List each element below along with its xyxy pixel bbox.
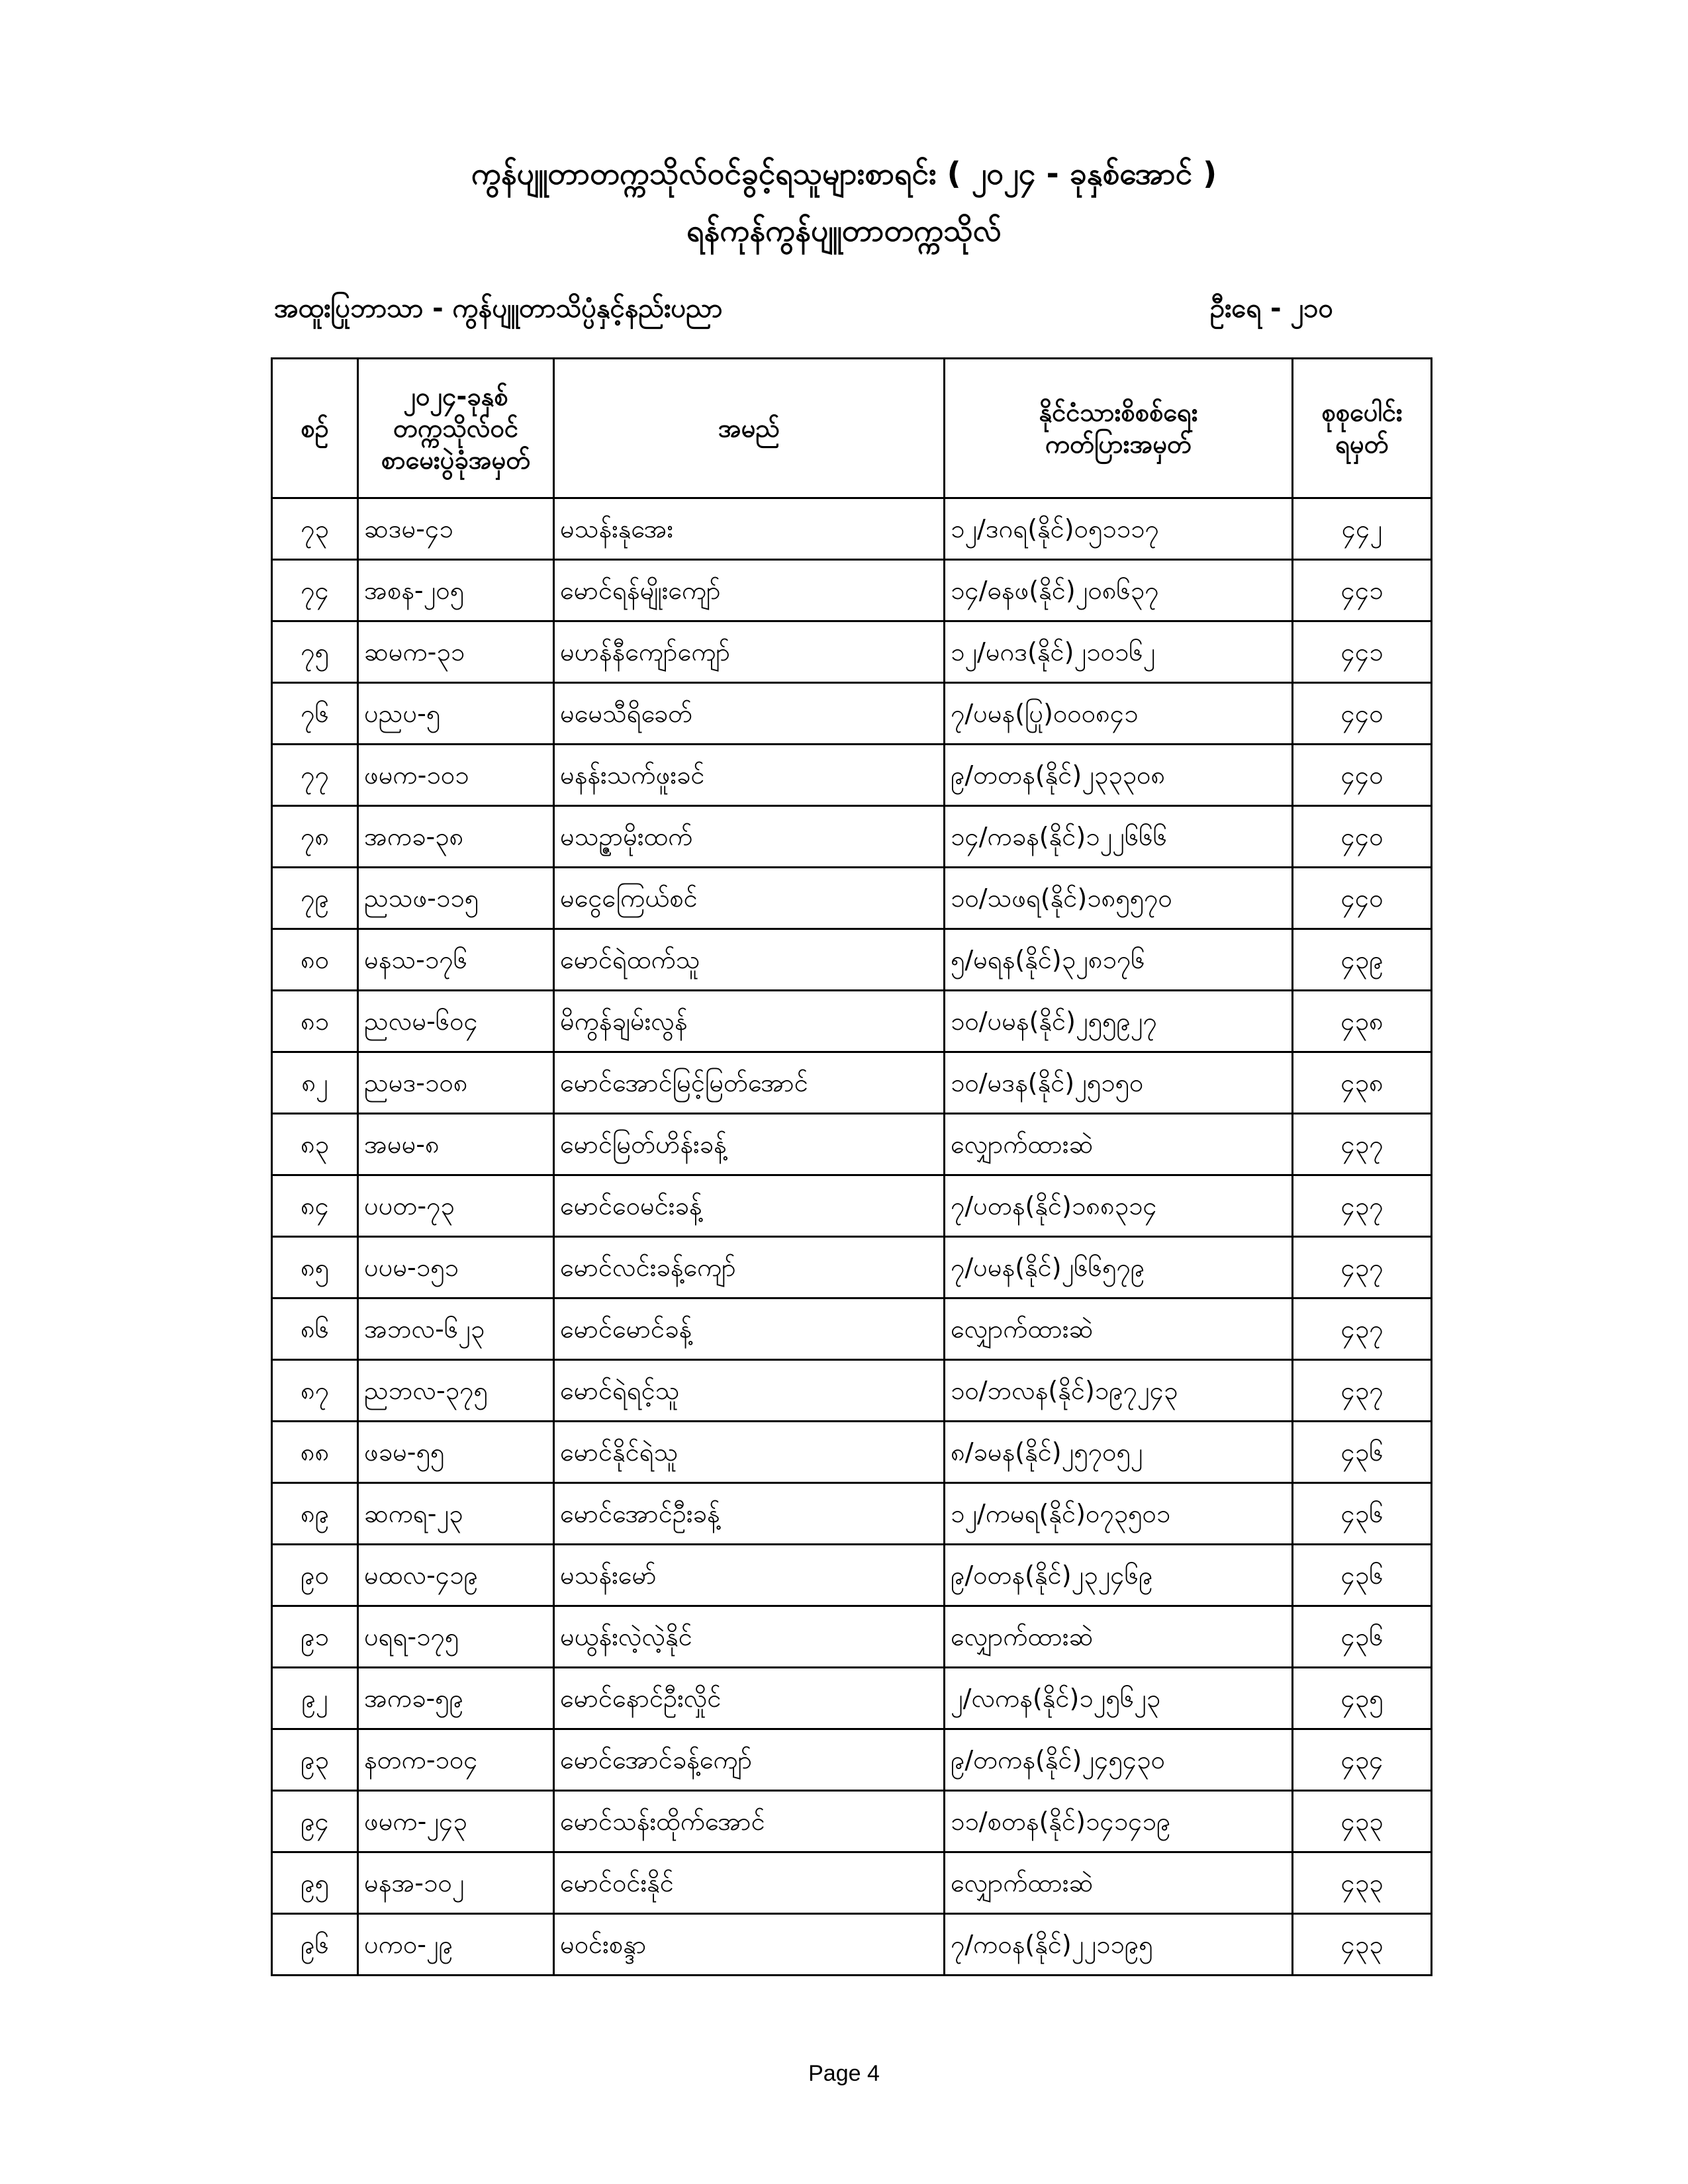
cell-serial-no: ၈၅ (272, 1237, 358, 1298)
cell-nrc: ၈/ခမန(နိုင်)၂၅၇၀၅၂ (945, 1422, 1293, 1483)
cell-name: မသန်းနုအေး (554, 498, 945, 560)
cell-nrc: ၉/တကန(နိုင်)၂၄၅၄၃၀ (945, 1729, 1293, 1791)
cell-exam-roll: ဆမက-၃၁ (358, 621, 554, 683)
table-row (272, 868, 1432, 929)
cell-total-marks: ၄၄၁ (1293, 560, 1432, 621)
cell-total-marks: ၄၃၇ (1293, 1298, 1432, 1360)
table-row (272, 1545, 1432, 1606)
header-serial-no: စဉ် (272, 359, 358, 498)
cell-serial-no: ၉၆ (272, 1914, 358, 1976)
table-row (272, 1052, 1432, 1114)
table-row (272, 621, 1432, 683)
cell-exam-roll: မထလ-၄၁၉ (358, 1545, 554, 1606)
cell-name: မဟန်နီကျော်ကျော် (554, 621, 945, 683)
cell-name: မသဥ္ဇာမိုးထက် (554, 806, 945, 868)
cell-name: မောင်သန်းထိုက်အောင် (554, 1791, 945, 1852)
cell-total-marks: ၄၃၅ (1293, 1668, 1432, 1729)
cell-nrc: ၁၂/ဒဂရ(နိုင်)၀၅၁၁၁၇ (945, 498, 1293, 560)
cell-nrc: လျှောက်ထားဆဲ (945, 1298, 1293, 1360)
cell-name: မိကွန်ချမ်းလွန် (554, 991, 945, 1052)
cell-name: မောင်အောင်ခန့်ကျော် (554, 1729, 945, 1791)
intake-count-label: ဦးရေ - ၂၁၀ (1210, 293, 1334, 324)
cell-total-marks: ၄၄၂ (1293, 498, 1432, 560)
cell-total-marks: ၄၃၈ (1293, 991, 1432, 1052)
table-row (272, 1791, 1432, 1852)
cell-name: မောင်အောင်မြင့်မြတ်အောင် (554, 1052, 945, 1114)
table-row (272, 1175, 1432, 1237)
cell-total-marks: ၄၃၈ (1293, 1052, 1432, 1114)
cell-serial-no: ၈၂ (272, 1052, 358, 1114)
document-title: ကွန်ပျူတာတက္ကသိုလ်ဝင်ခွင့်ရသူများစာရင်း ( ၂၀၂၄ - ခုနှစ်အောင် ) (471, 156, 1217, 191)
cell-name: မောင်အောင်ဦးခန့် (554, 1483, 945, 1545)
cell-nrc: ၁၂/မဂဒ(နိုင်)၂၁၀၁၆၂ (945, 621, 1293, 683)
cell-total-marks: ၄၃၃ (1293, 1791, 1432, 1852)
cell-nrc: ၁၀/ဘလန(နိုင်)၁၉၇၂၄၃ (945, 1360, 1293, 1422)
cell-total-marks: ၄၃၆ (1293, 1483, 1432, 1545)
cell-total-marks: ၄၄၀ (1293, 745, 1432, 806)
cell-exam-roll: ပညပ-၅ (358, 683, 554, 745)
cell-name: မောင်ဝေမင်းခန့် (554, 1175, 945, 1237)
cell-serial-no: ၈၆ (272, 1298, 358, 1360)
cell-serial-no: ၇၆ (272, 683, 358, 745)
cell-serial-no: ၈၈ (272, 1422, 358, 1483)
cell-name: မောင်ဝင်းနိုင် (554, 1852, 945, 1914)
cell-total-marks: ၄၃၉ (1293, 929, 1432, 991)
cell-exam-roll: အကခ-၃၈ (358, 806, 554, 868)
header-total-marks-line: စုစုပေါင်း (1321, 398, 1403, 427)
cell-total-marks: ၄၃၃ (1293, 1914, 1432, 1976)
table-row (272, 991, 1432, 1052)
cell-nrc: ၁၀/ပမန(နိုင်)၂၅၅၉၂၇ (945, 991, 1293, 1052)
cell-exam-roll: ညဘလ-၃၇၅ (358, 1360, 554, 1422)
table-row (272, 1914, 1432, 1976)
table-row (272, 1422, 1432, 1483)
header-nrc-line: ကတ်ပြားအမှတ် (1045, 430, 1192, 459)
cell-total-marks: ၄၄၀ (1293, 806, 1432, 868)
cell-total-marks: ၄၃၆ (1293, 1545, 1432, 1606)
cell-serial-no: ၉၃ (272, 1729, 358, 1791)
cell-nrc: ၁၀/သဖရ(နိုင်)၁၈၅၅၇၀ (945, 868, 1293, 929)
header-exam-roll-line: စာမေးပွဲခုံအမှတ် (381, 445, 531, 475)
cell-nrc: ၉/ဝတန(နိုင်)၂၃၂၄၆၉ (945, 1545, 1293, 1606)
cell-nrc: လျှောက်ထားဆဲ (945, 1606, 1293, 1668)
admission-table (271, 357, 1432, 1976)
cell-total-marks: ၄၃၃ (1293, 1852, 1432, 1914)
cell-name: မယွန်းလဲ့လဲ့နိုင် (554, 1606, 945, 1668)
cell-nrc: ၁၁/စတန(နိုင်)၁၄၁၄၁၉ (945, 1791, 1293, 1852)
cell-exam-roll: ဆကရ-၂၃ (358, 1483, 554, 1545)
cell-name: မောင်ရဲထက်သူ (554, 929, 945, 991)
cell-serial-no: ၉၂ (272, 1668, 358, 1729)
cell-exam-roll: ဖမက-၁၀၁ (358, 745, 554, 806)
cell-serial-no: ၇၇ (272, 745, 358, 806)
table-row (272, 683, 1432, 745)
cell-serial-no: ၉၄ (272, 1791, 358, 1852)
cell-serial-no: ၉၁ (272, 1606, 358, 1668)
cell-serial-no: ၇၃ (272, 498, 358, 560)
header-exam-roll-line: တက္ကသိုလ်ဝင် (393, 414, 518, 443)
table-row (272, 745, 1432, 806)
cell-name: မောင်နိုင်ရဲသူ (554, 1422, 945, 1483)
cell-serial-no: ၉၅ (272, 1852, 358, 1914)
header-nrc (945, 359, 1293, 498)
cell-name: မောင်ရန်မျိုးကျော် (554, 560, 945, 621)
cell-serial-no: ၇၈ (272, 806, 358, 868)
cell-total-marks: ၄၄၀ (1293, 683, 1432, 745)
cell-name: မဝင်းစန္ဒာ (554, 1914, 945, 1976)
cell-serial-no: ၇၅ (272, 621, 358, 683)
cell-exam-roll: အဘလ-၆၂၃ (358, 1298, 554, 1360)
university-name: ရန်ကုန်ကွန်ပျူတာတက္ကသိုလ် (686, 212, 1002, 248)
cell-exam-roll: ပကဝ-၂၉ (358, 1914, 554, 1976)
cell-exam-roll: ဖခမ-၅၅ (358, 1422, 554, 1483)
cell-exam-roll: ဖမက-၂၄၃ (358, 1791, 554, 1852)
table-row (272, 1360, 1432, 1422)
cell-name: မောင်လင်းခန့်ကျော် (554, 1237, 945, 1298)
cell-name: မငွေကြေယ်စင် (554, 868, 945, 929)
table-header-row (272, 359, 1432, 498)
header-total-marks-line: ရမှတ် (1335, 430, 1389, 459)
cell-exam-roll: အစန-၂၀၅ (358, 560, 554, 621)
cell-serial-no: ၈၁ (272, 991, 358, 1052)
cell-nrc: လျှောက်ထားဆဲ (945, 1852, 1293, 1914)
cell-nrc: ၁၀/မဒန(နိုင်)၂၅၁၅၀ (945, 1052, 1293, 1114)
cell-nrc: ၁၂/ကမရ(နိုင်)၀၇၃၅၀၁ (945, 1483, 1293, 1545)
cell-total-marks: ၄၄၀ (1293, 868, 1432, 929)
cell-total-marks: ၄၃၇ (1293, 1237, 1432, 1298)
cell-nrc: ၁၄/ဓနဖ(နိုင်)၂၀၈၆၃၇ (945, 560, 1293, 621)
cell-serial-no: ၈၉ (272, 1483, 358, 1545)
table-row (272, 498, 1432, 560)
cell-exam-roll: ပပတ-၇၃ (358, 1175, 554, 1237)
cell-serial-no: ၈၇ (272, 1360, 358, 1422)
page-number: Page 4 (808, 2061, 880, 2086)
cell-nrc: ၂/လကန(နိုင်)၁၂၅၆၂၃ (945, 1668, 1293, 1729)
cell-exam-roll: ပပမ-၁၅၁ (358, 1237, 554, 1298)
cell-nrc: ၁၄/ကခန(နိုင်)၁၂၂၆၆၆ (945, 806, 1293, 868)
cell-nrc: လျှောက်ထားဆဲ (945, 1114, 1293, 1175)
cell-exam-roll: ညမဒ-၁၀၈ (358, 1052, 554, 1114)
cell-total-marks: ၄၃၇ (1293, 1360, 1432, 1422)
header-nrc-line: နိုင်ငံသားစိစစ်ရေး (1039, 398, 1198, 427)
cell-name: မောင်မြတ်ဟိန်းခန့် (554, 1114, 945, 1175)
table-row (272, 806, 1432, 868)
cell-serial-no: ၇၄ (272, 560, 358, 621)
cell-total-marks: ၄၃၄ (1293, 1729, 1432, 1791)
cell-total-marks: ၄၃၇ (1293, 1175, 1432, 1237)
table-row (272, 1668, 1432, 1729)
table-row (272, 1729, 1432, 1791)
cell-serial-no: ၈၄ (272, 1175, 358, 1237)
table-row (272, 1298, 1432, 1360)
table-row (272, 929, 1432, 991)
cell-nrc: ၇/ပမန(ပြု)၀၀၀၈၄၁ (945, 683, 1293, 745)
cell-name: မမေသီရိခေတ် (554, 683, 945, 745)
cell-name: မောင်မောင်ခန့် (554, 1298, 945, 1360)
table-row (272, 560, 1432, 621)
table-row (272, 1114, 1432, 1175)
cell-exam-roll: ညသဖ-၁၁၅ (358, 868, 554, 929)
cell-nrc: ၇/ပမန(နိုင်)၂၆၆၅၇၉ (945, 1237, 1293, 1298)
cell-total-marks: ၄၃၆ (1293, 1422, 1432, 1483)
cell-name: မောင်နောင်ဦးလှိုင် (554, 1668, 945, 1729)
cell-nrc: ၇/ကဝန(နိုင်)၂၂၁၁၉၅ (945, 1914, 1293, 1976)
cell-serial-no: ၇၉ (272, 868, 358, 929)
cell-exam-roll: မနအ-၁၀၂ (358, 1852, 554, 1914)
cell-nrc: ၅/မရန(နိုင်)၃၂၈၁၇၆ (945, 929, 1293, 991)
header-exam-roll-line: ၂၀၂၄-ခုနှစ် (403, 382, 508, 411)
cell-name: မောင်ရဲရင့်သူ (554, 1360, 945, 1422)
header-total-marks (1293, 359, 1432, 498)
table-row (272, 1852, 1432, 1914)
specialization-label: အထူးပြုဘာသာ - ကွန်ပျူတာသိပ္ပံနှင့်နည်းပညာ (274, 293, 723, 324)
cell-exam-roll: ညလမ-၆၀၄ (358, 991, 554, 1052)
cell-serial-no: ၉၀ (272, 1545, 358, 1606)
cell-name: မသန်းမော် (554, 1545, 945, 1606)
table-row (272, 1237, 1432, 1298)
header-exam-roll (358, 359, 554, 498)
cell-name: မနန်းသက်ဖူးခင် (554, 745, 945, 806)
cell-exam-roll: နတက-၁၀၄ (358, 1729, 554, 1791)
table-row (272, 1606, 1432, 1668)
cell-serial-no: ၈၃ (272, 1114, 358, 1175)
cell-exam-roll: အကခ-၅၉ (358, 1668, 554, 1729)
cell-serial-no: ၈၀ (272, 929, 358, 991)
cell-exam-roll: မနသ-၁၇၆ (358, 929, 554, 991)
cell-exam-roll: ဆဒမ-၄၁ (358, 498, 554, 560)
table-row (272, 1483, 1432, 1545)
cell-total-marks: ၄၄၁ (1293, 621, 1432, 683)
cell-nrc: ၇/ပတန(နိုင်)၁၈၈၃၁၄ (945, 1175, 1293, 1237)
cell-total-marks: ၄၃၇ (1293, 1114, 1432, 1175)
cell-exam-roll: အမမ-၈ (358, 1114, 554, 1175)
cell-exam-roll: ပရရ-၁၇၅ (358, 1606, 554, 1668)
cell-nrc: ၉/တတန(နိုင်)၂၃၃၃၀၈ (945, 745, 1293, 806)
header-name: အမည် (554, 359, 945, 498)
cell-total-marks: ၄၃၆ (1293, 1606, 1432, 1668)
